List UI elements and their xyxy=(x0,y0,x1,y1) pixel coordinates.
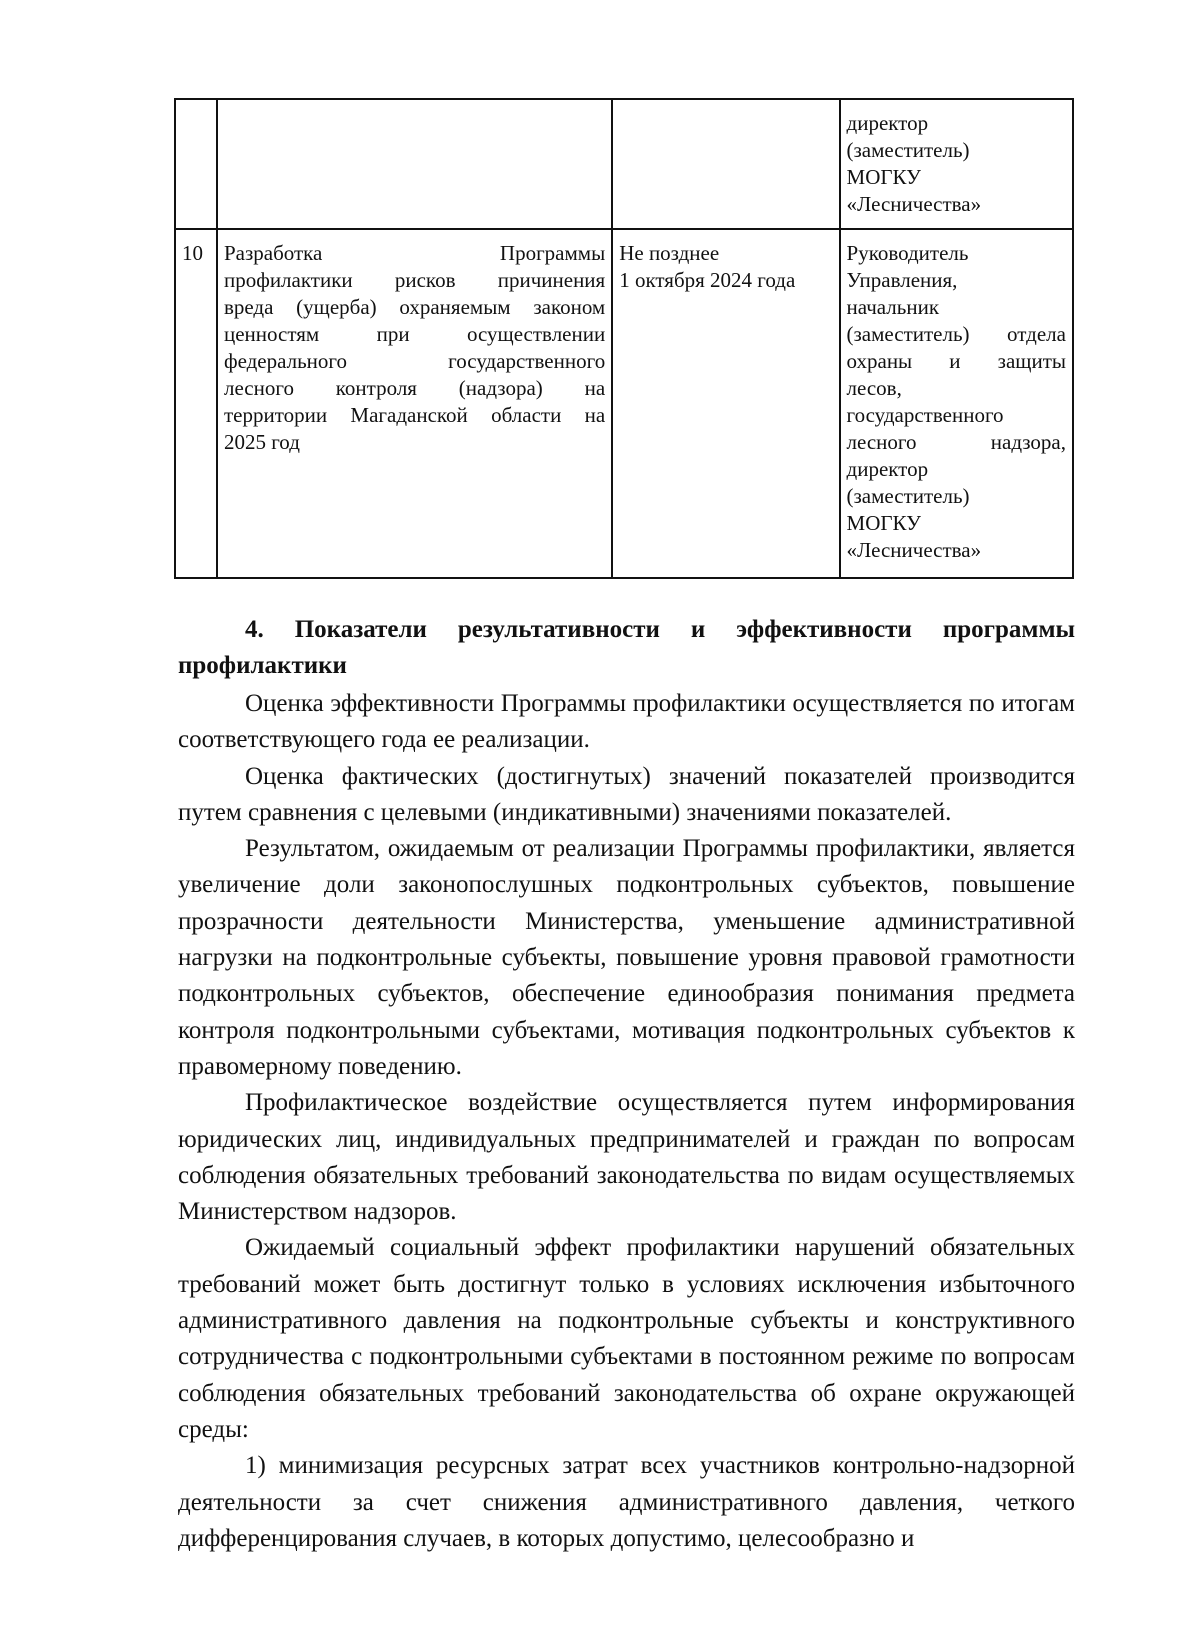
responsible-text xyxy=(847,110,1066,218)
table-row xyxy=(175,99,1073,229)
measure-line: ценностям при осуществлении xyxy=(223,322,606,346)
responsible-line: «Лесничества» xyxy=(846,538,982,562)
responsible-text xyxy=(847,240,1066,564)
responsible-line: (заместитель) xyxy=(846,484,970,508)
measure-line: профилактики рисков причинения xyxy=(223,268,606,292)
measure-text xyxy=(224,240,605,456)
paragraph: Оценка фактических (достигнутых) значений показателей производится путем сравнения с целевыми (индикативными) значениями показателей. xyxy=(178,762,1075,826)
table-row xyxy=(175,229,1073,578)
row-number-cell xyxy=(175,99,217,229)
row-number: 10 xyxy=(182,241,203,265)
measure-line: территории Магаданской области на xyxy=(223,403,606,427)
row-number-cell xyxy=(175,229,217,578)
paragraph: Ожидаемый социальный эффект профилактики нарушений обязательных требований может быть достигнут только в условиях исключения избыточного административного давления на подконтрольные субъекты и конструктивного сотрудничества с подконтрольными субъектами в постоянном режиме по вопросам соблюдения обязательных требований законодательства об охране окружающей среды: xyxy=(178,1234,1075,1443)
section-body xyxy=(178,686,1075,1557)
responsible-cell xyxy=(840,99,1073,229)
responsible-line: охраны и защиты xyxy=(846,349,1066,373)
paragraph: Результатом, ожидаемым от реализации Программы профилактики, является увеличение доли законопослушных подконтрольных субъектов, повышение прозрачности деятельности Министерства, уменьшение административной нагрузки на подконтрольные субъекты, повышение уровня правовой грамотности подконтрольных субъектов, обеспечение единообразия понимания предмета контроля подконтрольными субъектами, мотивация подконтрольных субъектов к правомерному поведению. xyxy=(178,835,1075,1080)
responsible-line: директор xyxy=(846,111,929,135)
measure-cell xyxy=(217,229,612,578)
deadline-cell xyxy=(612,99,839,229)
responsible-line: МОГКУ xyxy=(846,511,921,535)
measure-line: вреда (ущерба) охраняемым законом xyxy=(223,295,606,319)
paragraph: Профилактическое воздействие осуществляется путем информирования юридических лиц, индивидуальных предпринимателей и граждан по вопросам соблюдения обязательных требований законодательства по видам осуществляемых Министерством надзоров. xyxy=(178,1089,1075,1226)
responsible-line: директор xyxy=(846,457,929,481)
responsible-line: (заместитель) xyxy=(846,138,970,162)
measure-line: Разработка Программы xyxy=(223,241,606,265)
responsible-cell xyxy=(840,229,1073,578)
responsible-line: МОГКУ xyxy=(846,165,921,189)
deadline-line: Не позднее xyxy=(619,241,720,265)
deadline-line: 1 октября 2024 года xyxy=(619,268,796,292)
measure-cell xyxy=(217,99,612,229)
measure-line: лесного контроля (надзора) на xyxy=(223,376,606,400)
paragraph: 1) минимизация ресурсных затрат всех участников контрольно-надзорной деятельности за счет снижения административного давления, четкого дифференцирования случаев, в которых допустимо, целесообразно и xyxy=(178,1452,1075,1552)
measure-line: 2025 год xyxy=(223,430,300,454)
responsible-line: лесного надзора, xyxy=(846,430,1066,454)
responsible-line: Руководитель xyxy=(846,241,969,265)
measure-line: федерального государственного xyxy=(223,349,606,373)
responsible-line: (заместитель) отдела xyxy=(846,322,1066,346)
responsible-line: начальник xyxy=(846,295,940,319)
deadline-text xyxy=(619,240,832,294)
deadline-cell xyxy=(612,229,839,578)
measures-table xyxy=(174,98,1074,579)
section-heading: 4. Показатели результативности и эффективности программы профилактики xyxy=(178,616,1075,680)
responsible-line: лесов, xyxy=(846,376,902,400)
responsible-line: государственного xyxy=(846,403,1004,427)
paragraph: Оценка эффективности Программы профилактики осуществляется по итогам соответствующего года ее реализации. xyxy=(178,690,1075,754)
responsible-line: «Лесничества» xyxy=(846,192,982,216)
responsible-line: Управления, xyxy=(846,268,958,292)
